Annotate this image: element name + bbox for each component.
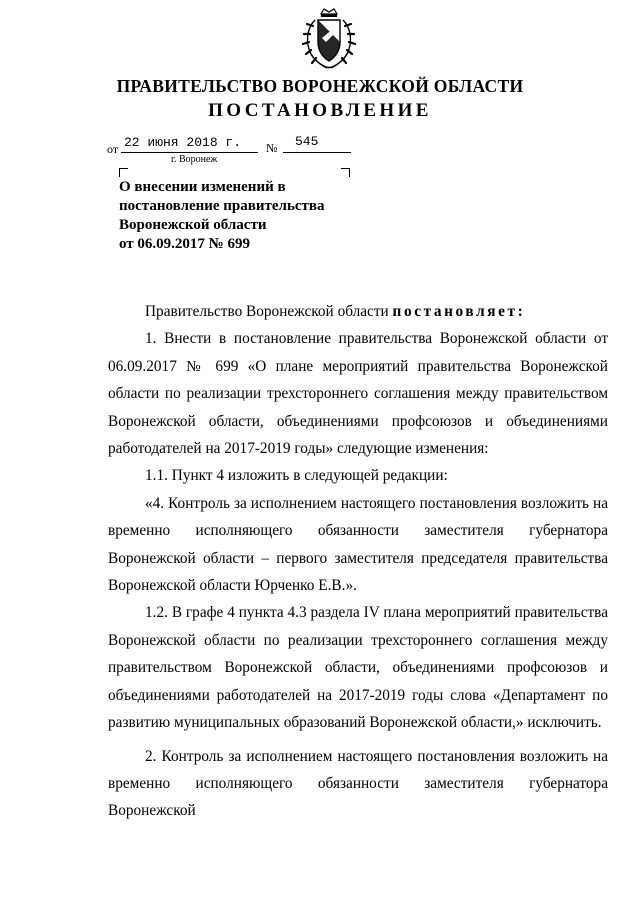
document-type-title: ПОСТАНОВЛЕНИЕ	[208, 100, 432, 121]
intro-verb: постановляет:	[392, 303, 526, 320]
date-underline	[121, 152, 258, 153]
date-prefix: от	[107, 142, 119, 156]
corner-mark-left	[119, 168, 128, 177]
corner-mark-right	[341, 168, 350, 177]
paragraph-1-2: 1.2. В графе 4 пункта 4.3 раздела IV плана мероприятий правительства Воронежской области по реализации трехстороннего соглашения между правительством Воронежской области, объединениями профсоюзов и объединениями работодателей на 2017-2019 годы слова «Департамент по развитию муниципальных образований Воронежской области,» исключить.	[108, 604, 608, 732]
intro-paragraph	[108, 298, 608, 325]
date-value: 22 июня 2018 г.	[124, 135, 242, 150]
number-value: 545	[295, 134, 319, 149]
document-subject	[119, 178, 379, 254]
number-underline	[283, 152, 351, 153]
paragraph-1-1-quote: «4. Контроль за исполнением настоящего постановления возложить на временно исполняющего обязанности заместителя губернатора Воронежской области – первого заместителя председателя правительства Воронежской области Юрченко Е.В.».	[108, 494, 608, 595]
paragraph-1-1: 1.1. Пункт 4 изложить в следующей редакции:	[145, 467, 448, 485]
paragraph-2: 2. Контроль за исполнением настоящего постановления возложить на временно исполняющего обязанности заместителя губернатора Воронежской	[108, 747, 608, 820]
subject-line: постановление правительства	[119, 198, 325, 214]
coat-of-arms-icon	[300, 8, 358, 72]
organization-title: ПРАВИТЕЛЬСТВО ВОРОНЕЖСКОЙ ОБЛАСТИ	[116, 76, 524, 96]
subject-line: Воронежской области	[119, 217, 267, 233]
city-label: г. Воронеж	[171, 154, 218, 165]
number-prefix: №	[266, 141, 278, 155]
subject-line: от 06.09.2017 № 699	[119, 236, 250, 252]
subject-line: О внесении изменений в	[119, 179, 286, 195]
document-body	[108, 298, 608, 825]
intro-text: Правительство Воронежской области	[145, 303, 389, 320]
paragraph-1: 1. Внести в постановление правительства Воронежской области от 06.09.2017 № 699 «О плане мероприятий правительства Воронежской области по реализации трехстороннего соглашения между правительством Воронежской области, объединениями профсоюзов и объединениями работодателей на 2017-2019 годы» следующие изменения:	[108, 330, 608, 458]
